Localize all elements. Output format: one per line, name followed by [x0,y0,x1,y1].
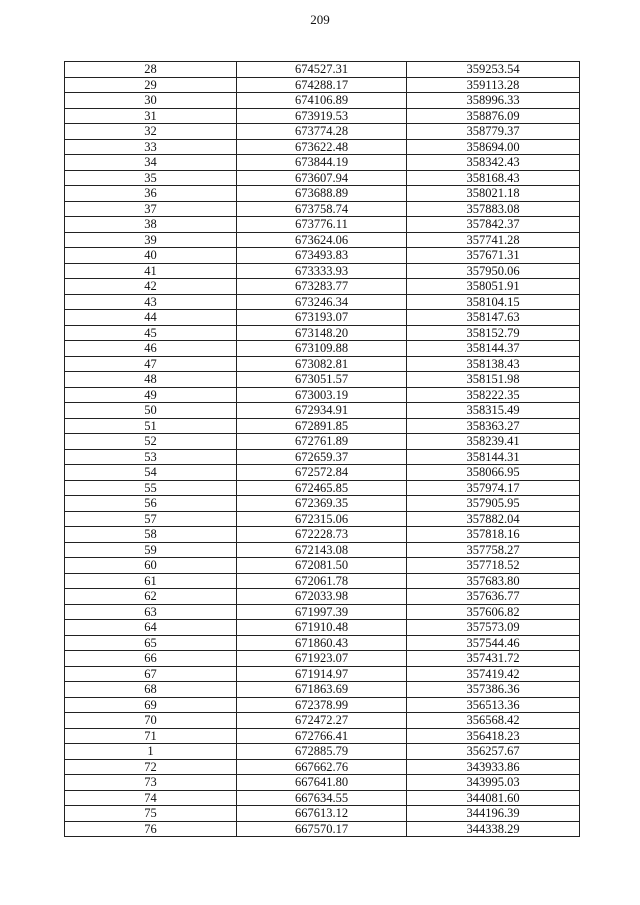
point-number-cell: 48 [65,372,237,388]
point-number-cell: 58 [65,527,237,543]
y-coordinate-cell: 357386.36 [407,682,580,698]
y-coordinate-cell: 357758.27 [407,542,580,558]
table-row [65,155,580,171]
x-coordinate-cell: 673774.28 [237,124,407,140]
y-coordinate-cell: 344338.29 [407,821,580,837]
x-coordinate-cell: 672465.85 [237,480,407,496]
table-row [65,790,580,806]
x-coordinate-cell: 673283.77 [237,279,407,295]
point-number-cell: 42 [65,279,237,295]
table-row [65,434,580,450]
x-coordinate-cell: 672315.06 [237,511,407,527]
y-coordinate-cell: 343995.03 [407,775,580,791]
table-row [65,186,580,202]
x-coordinate-cell: 673624.06 [237,232,407,248]
table-row [65,294,580,310]
point-number-cell: 40 [65,248,237,264]
x-coordinate-cell: 673333.93 [237,263,407,279]
point-number-cell: 30 [65,93,237,109]
point-number-cell: 28 [65,62,237,78]
point-number-cell: 31 [65,108,237,124]
y-coordinate-cell: 357431.72 [407,651,580,667]
y-coordinate-cell: 357573.09 [407,620,580,636]
table-row [65,387,580,403]
y-coordinate-cell: 358363.27 [407,418,580,434]
point-number-cell: 1 [65,744,237,760]
x-coordinate-cell: 672761.89 [237,434,407,450]
point-number-cell: 64 [65,620,237,636]
table-row [65,821,580,837]
x-coordinate-cell: 673607.94 [237,170,407,186]
point-number-cell: 65 [65,635,237,651]
y-coordinate-cell: 344081.60 [407,790,580,806]
x-coordinate-cell: 672659.37 [237,449,407,465]
table-row [65,418,580,434]
x-coordinate-cell: 673051.57 [237,372,407,388]
table-row [65,604,580,620]
point-number-cell: 55 [65,480,237,496]
y-coordinate-cell: 357606.82 [407,604,580,620]
point-number-cell: 52 [65,434,237,450]
table-row [65,310,580,326]
table-row [65,511,580,527]
point-number-cell: 69 [65,697,237,713]
x-coordinate-cell: 667641.80 [237,775,407,791]
y-coordinate-cell: 357636.77 [407,589,580,605]
point-number-cell: 47 [65,356,237,372]
y-coordinate-cell: 357818.16 [407,527,580,543]
y-coordinate-cell: 358876.09 [407,108,580,124]
x-coordinate-cell: 674106.89 [237,93,407,109]
y-coordinate-cell: 358996.33 [407,93,580,109]
table-row [65,573,580,589]
table-row [65,449,580,465]
x-coordinate-cell: 672891.85 [237,418,407,434]
y-coordinate-cell: 356257.67 [407,744,580,760]
y-coordinate-cell: 357882.04 [407,511,580,527]
point-number-cell: 39 [65,232,237,248]
point-number-cell: 41 [65,263,237,279]
x-coordinate-cell: 674288.17 [237,77,407,93]
point-number-cell: 72 [65,759,237,775]
point-number-cell: 71 [65,728,237,744]
y-coordinate-cell: 357741.28 [407,232,580,248]
table-row [65,713,580,729]
x-coordinate-cell: 671863.69 [237,682,407,698]
table-row [65,806,580,822]
point-number-cell: 38 [65,217,237,233]
y-coordinate-cell: 357905.95 [407,496,580,512]
table-row [65,232,580,248]
point-number-cell: 70 [65,713,237,729]
y-coordinate-cell: 358779.37 [407,124,580,140]
point-number-cell: 53 [65,449,237,465]
x-coordinate-cell: 672472.27 [237,713,407,729]
table-row [65,279,580,295]
point-number-cell: 73 [65,775,237,791]
point-number-cell: 62 [65,589,237,605]
table-row [65,403,580,419]
page-number: 209 [310,12,330,27]
point-number-cell: 74 [65,790,237,806]
point-number-cell: 59 [65,542,237,558]
table-row [65,356,580,372]
x-coordinate-cell: 672378.99 [237,697,407,713]
y-coordinate-cell: 358222.35 [407,387,580,403]
point-number-cell: 35 [65,170,237,186]
x-coordinate-cell: 672934.91 [237,403,407,419]
point-number-cell: 54 [65,465,237,481]
point-number-cell: 43 [65,294,237,310]
y-coordinate-cell: 358138.43 [407,356,580,372]
x-coordinate-cell: 672061.78 [237,573,407,589]
y-coordinate-cell: 356568.42 [407,713,580,729]
y-coordinate-cell: 357842.37 [407,217,580,233]
table-row [65,527,580,543]
x-coordinate-cell: 671923.07 [237,651,407,667]
table-row [65,728,580,744]
table-row [65,558,580,574]
table-row [65,697,580,713]
x-coordinate-cell: 672572.84 [237,465,407,481]
x-coordinate-cell: 673109.88 [237,341,407,357]
point-number-cell: 37 [65,201,237,217]
point-number-cell: 61 [65,573,237,589]
table-row [65,263,580,279]
x-coordinate-cell: 673493.83 [237,248,407,264]
y-coordinate-cell: 357671.31 [407,248,580,264]
y-coordinate-cell: 358151.98 [407,372,580,388]
coordinates-table [64,61,580,837]
y-coordinate-cell: 359253.54 [407,62,580,78]
table-row [65,465,580,481]
point-number-cell: 32 [65,124,237,140]
table-row [65,201,580,217]
table-row [65,108,580,124]
table-row [65,139,580,155]
y-coordinate-cell: 357683.80 [407,573,580,589]
x-coordinate-cell: 673003.19 [237,387,407,403]
y-coordinate-cell: 358021.18 [407,186,580,202]
y-coordinate-cell: 344196.39 [407,806,580,822]
point-number-cell: 46 [65,341,237,357]
y-coordinate-cell: 358315.49 [407,403,580,419]
point-number-cell: 60 [65,558,237,574]
table-row [65,775,580,791]
y-coordinate-cell: 358066.95 [407,465,580,481]
table-row [65,542,580,558]
point-number-cell: 56 [65,496,237,512]
x-coordinate-cell: 673776.11 [237,217,407,233]
y-coordinate-cell: 358342.43 [407,155,580,171]
table-row [65,170,580,186]
point-number-cell: 49 [65,387,237,403]
x-coordinate-cell: 673622.48 [237,139,407,155]
table-row [65,62,580,78]
x-coordinate-cell: 673919.53 [237,108,407,124]
x-coordinate-cell: 672081.50 [237,558,407,574]
x-coordinate-cell: 674527.31 [237,62,407,78]
point-number-cell: 45 [65,325,237,341]
table-row [65,325,580,341]
y-coordinate-cell: 358051.91 [407,279,580,295]
x-coordinate-cell: 672143.08 [237,542,407,558]
y-coordinate-cell: 358168.43 [407,170,580,186]
x-coordinate-cell: 672228.73 [237,527,407,543]
table-row [65,480,580,496]
table-row [65,77,580,93]
point-number-cell: 50 [65,403,237,419]
y-coordinate-cell: 358239.41 [407,434,580,450]
y-coordinate-cell: 358104.15 [407,294,580,310]
point-number-cell: 34 [65,155,237,171]
x-coordinate-cell: 671860.43 [237,635,407,651]
table-row [65,248,580,264]
point-number-cell: 68 [65,682,237,698]
table-row [65,341,580,357]
x-coordinate-cell: 667613.12 [237,806,407,822]
table-row [65,651,580,667]
y-coordinate-cell: 358144.31 [407,449,580,465]
point-number-cell: 63 [65,604,237,620]
x-coordinate-cell: 672033.98 [237,589,407,605]
x-coordinate-cell: 673193.07 [237,310,407,326]
table-row [65,372,580,388]
x-coordinate-cell: 673148.20 [237,325,407,341]
y-coordinate-cell: 358152.79 [407,325,580,341]
x-coordinate-cell: 672766.41 [237,728,407,744]
point-number-cell: 57 [65,511,237,527]
x-coordinate-cell: 667634.55 [237,790,407,806]
point-number-cell: 44 [65,310,237,326]
point-number-cell: 75 [65,806,237,822]
x-coordinate-cell: 673082.81 [237,356,407,372]
x-coordinate-cell: 671910.48 [237,620,407,636]
x-coordinate-cell: 672885.79 [237,744,407,760]
point-number-cell: 67 [65,666,237,682]
x-coordinate-cell: 673758.74 [237,201,407,217]
y-coordinate-cell: 356418.23 [407,728,580,744]
y-coordinate-cell: 357883.08 [407,201,580,217]
y-coordinate-cell: 343933.86 [407,759,580,775]
x-coordinate-cell: 673844.19 [237,155,407,171]
table-row [65,217,580,233]
table-row [65,635,580,651]
y-coordinate-cell: 358694.00 [407,139,580,155]
table-row [65,682,580,698]
y-coordinate-cell: 357950.06 [407,263,580,279]
point-number-cell: 76 [65,821,237,837]
table-row [65,666,580,682]
point-number-cell: 66 [65,651,237,667]
y-coordinate-cell: 358147.63 [407,310,580,326]
table-row [65,759,580,775]
x-coordinate-cell: 672369.35 [237,496,407,512]
table-row [65,496,580,512]
table-row [65,620,580,636]
x-coordinate-cell: 673246.34 [237,294,407,310]
point-number-cell: 29 [65,77,237,93]
y-coordinate-cell: 359113.28 [407,77,580,93]
y-coordinate-cell: 357974.17 [407,480,580,496]
table-row [65,589,580,605]
x-coordinate-cell: 667570.17 [237,821,407,837]
table-row [65,744,580,760]
y-coordinate-cell: 357544.46 [407,635,580,651]
coordinates-table-body [65,62,580,837]
x-coordinate-cell: 671997.39 [237,604,407,620]
y-coordinate-cell: 358144.37 [407,341,580,357]
y-coordinate-cell: 356513.36 [407,697,580,713]
y-coordinate-cell: 357419.42 [407,666,580,682]
x-coordinate-cell: 671914.97 [237,666,407,682]
x-coordinate-cell: 667662.76 [237,759,407,775]
point-number-cell: 33 [65,139,237,155]
point-number-cell: 51 [65,418,237,434]
table-row [65,93,580,109]
table-row [65,124,580,140]
x-coordinate-cell: 673688.89 [237,186,407,202]
point-number-cell: 36 [65,186,237,202]
y-coordinate-cell: 357718.52 [407,558,580,574]
